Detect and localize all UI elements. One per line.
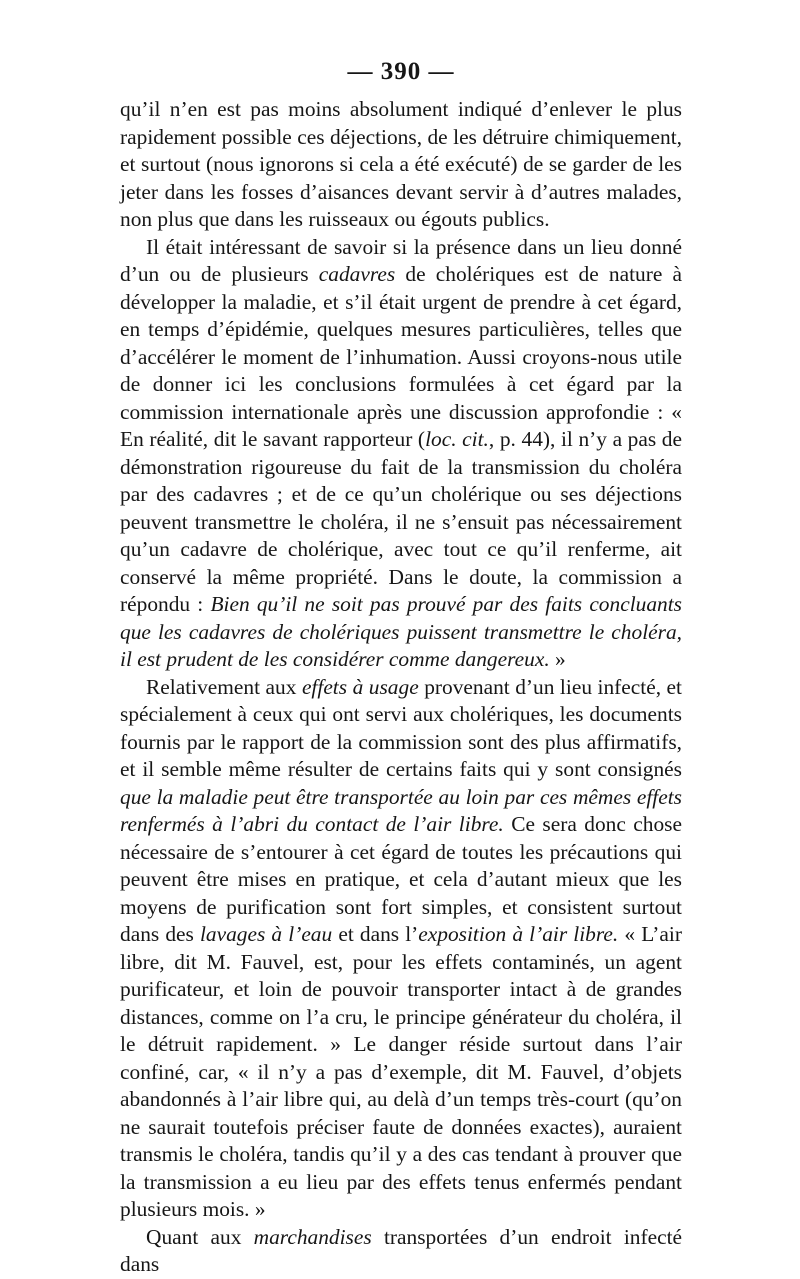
italic-phrase: cadavres [318,262,396,286]
paragraph-4: Quant aux marchandises transportées d’un endroit infecté dans [120,1224,683,1276]
italic-phrase: effets à usage [301,674,419,699]
paragraph-3: Relativement aux effets à usage provenant d’un lieu infecté, et spécialement à ceux qui ont servi aux cholériques, les documents fournis par le rapport de la commission sont des plus affirmatifs, et il semble même résulter de certains faits qui y sont consignés que la maladie peut être transportée au loin par ces mêmes effets renfermés à l’abri du contact de l’air libre. Ce sera donc chose nécessaire de s’entourer à cet égard de toutes les précautions qui peuvent être mises en pratique, et cela d’autant mieux que les moyens de purification sont fort simples, et consistent surtout dans des lavages à l’eau et dans l’exposition à l’air libre. « L’air libre, dit M. Fauvel, est, pour les effets contaminés, un agent purificateur, et loin de pouvoir transporter intact à de grandes distances, comme on l’a cru, le principe générateur du choléra, il le détruit rapidement. » Le danger réside surtout dans l’air confiné, car, « il n’y a pas d’exemple, dit M. Fauvel, d’objets abandonnés à l’air libre qui, au delà d’un temps très-court (qu’on ne saurait toutefois préciser faute de données exactes), auraient transmis le choléra, tandis qu’il y a des cas tendant à prouver que la transmission a eu lieu par des effets tenus enfermés pendant plusieurs mois. » [120,674,683,1221]
italic-phrase: lavages à l’eau [199,922,333,946]
body-text [120,96,682,1279]
paragraph-1: qu’il n’en est pas moins absolument indiqué d’enlever le plus rapidement possible ces déjections, de les détruire chimiquement, et surtout (nous ignorons si cela a été exécuté) de se garder de les jeter dans les fosses d’aisances devant servir à d’autres malades, non plus que dans les ruisseaux ou égouts publics. [120,97,682,231]
citation-abbrev: loc. cit. [425,427,489,451]
paragraph-2: Il était intéressant de savoir si la présence dans un lieu donné d’un ou de plusieurs cadavres de cholériques est de nature à développer la maladie, et s’il était urgent de prendre à cet égard, en temps d’épidémie, quelques mesures particulières, telles que d’accélérer le moment de l’inhumation. Aussi croyons-nous utile de donner ici les conclusions formulées à cet égard par la commission internationale après une discussion approfondie : « En réalité, dit le savant rapporteur (loc. cit., p. 44), il n’y a pas de démonstration rigoureuse du fait de la transmission du choléra par des cadavres ; et de ce qu’un cholérique ou ses déjections peuvent transmettre le choléra, il ne s’ensuit pas nécessairement qu’un cadavre de cholérique, avec tout ce qu’il renferme, ait conservé la même propriété. Dans le doute, la commission a répondu : Bien qu’il ne soit pas prouvé par des faits concluants que les cadavres de cholériques puissent transmettre le choléra, il est prudent de les considérer comme dangereux. » [120,234,683,671]
italic-phrase: marchandises [253,1224,372,1249]
commission-answer: Bien qu’il ne soit pas prouvé par des faits concluants que les cadavres de cholériques puissent transmettre le choléra, il est prudent de les considérer comme dangereux. [120,592,682,671]
page-number: — 390 — [347,58,455,85]
italic-phrase: exposition à l’air libre. [418,922,619,946]
italic-phrase: que la maladie peut être transportée au loin par ces mêmes effets renfermés à l’abri du contact de l’air libre. [120,784,682,836]
